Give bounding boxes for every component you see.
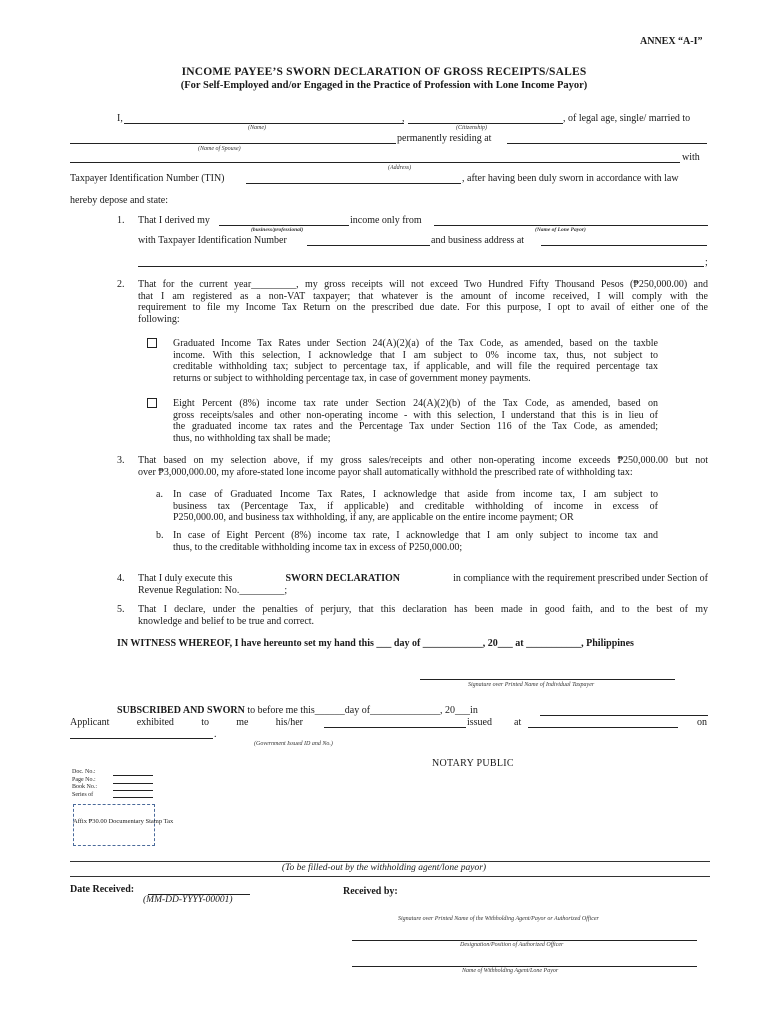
book-no-line[interactable] [113, 790, 153, 791]
documentary-stamp-text: Affix ₱30.00 Documentary Stamp Tax [73, 818, 174, 825]
option-graduated-text: Graduated Income Tax Rates under Section 24(A)(2)(a) of the Tax Code, as amended, based on the taxble income. With this selection, I acknowledge that I am subject to 0% income tax, thus, not subject to creditable withholding tax; subject to percentage tax, if applicable, and will file the required percentage tax returns or subject to withholding percentage tax, in case of government money payments. [173, 338, 658, 384]
citizenship-caption: (Citizenship) [456, 125, 487, 131]
item4-regulation: Revenue Regulation: No._________; [138, 585, 288, 596]
citizenship-line[interactable] [408, 123, 563, 124]
business-address-line[interactable] [541, 245, 707, 246]
eight-percent-checkbox[interactable] [147, 398, 157, 408]
series-line[interactable] [113, 797, 153, 798]
with-text: with [682, 152, 700, 163]
subscribed-line: SUBSCRIBED AND SWORN to before me this______day of______________, 20___in [117, 705, 478, 716]
sworn-text: , after having been duly sworn in accordance with law [462, 173, 679, 184]
place-line[interactable] [540, 715, 708, 716]
item2-paragraph: That for the current year_________, my gross receipts will not exceed Two Hundred Fifty Thousand Pesos (₱250,000.00) and that I am registered as a non-VAT taxpayer; that whatever is the amount of income received, I will comply with the requirement to file my Income Tax Return on the prescribed due date. For this purpose, I opt to avail of either one of the following: [138, 279, 708, 325]
business-caption: (business/professional) [251, 227, 304, 233]
intro-i: I, [117, 113, 123, 124]
option-eight-percent-text: Eight Percent (8%) income tax rate under Section 24(A)(2)(b) of the Tax Code, as amended, based on gross receipts/sales and other non-operating income - with this selection, I understand that this is in lieu of the graduated income tax rates and the Percentage Tax under Section 116 of the Tax Code, as amended; thus, no withholding tax shall be made; [173, 398, 658, 444]
item1-text-a: That I derived my [138, 215, 210, 226]
annex-label: ANNEX “A-I” [640, 36, 703, 47]
item2-number: 2. [117, 279, 125, 290]
government-id-line[interactable] [324, 727, 466, 728]
designation-line[interactable] [352, 940, 697, 941]
name-line[interactable] [124, 123, 404, 124]
residence-line[interactable] [507, 143, 707, 144]
item5-number: 5. [117, 604, 125, 615]
name-caption: (Name) [248, 125, 266, 131]
item1-number: 1. [117, 215, 125, 226]
page-no-line[interactable] [113, 783, 153, 784]
agent-name-caption: Name of Withholding Agent/Lone Payor [462, 968, 559, 974]
agent-signature-caption: Signature over Printed Name of the Withholding Agent/Payor or Authorized Officer [398, 916, 599, 922]
lone-payor-line[interactable] [434, 225, 708, 226]
tin-label: Taxpayer Identification Number (TIN) [70, 173, 225, 184]
legal-age-text: , of legal age, single/ married to [563, 113, 691, 124]
notary-public: NOTARY PUBLIC [432, 758, 514, 769]
doc-no-line[interactable] [113, 775, 153, 776]
graduated-rate-checkbox[interactable] [147, 338, 157, 348]
document-subtitle: (For Self-Employed and/or Engaged in the Practice of Profession with Lone Income Payor) [180, 80, 588, 91]
issued-date-line[interactable] [70, 738, 213, 739]
date-received-label: Date Received: [70, 884, 135, 895]
payor-caption: (Name of Lone Payor) [535, 227, 586, 233]
section-divider-top [70, 861, 710, 862]
item1-text-d: and business address at [431, 235, 525, 246]
witness-line: IN WITNESS WHEREOF, I have hereunto set my hand this ___ day of ____________, 20___ at ___________, Philippines [117, 638, 634, 649]
address-caption: (Address) [388, 165, 412, 171]
filled-by-note: (To be filled-out by the withholding agent/lone payor) [281, 863, 487, 873]
item3a-text: In case of Graduated Income Tax Rates, I acknowledge that aside from income tax, I am subject to business tax (Percentage Tax, if applicable) and creditable withholding of income in excess of P250,000.00, and business tax withholding, if any, are applicable on the entire income payment; OR [173, 489, 658, 523]
documentary-stamp-box [73, 804, 155, 846]
residing-text: permanently residing at [397, 133, 492, 144]
item1-text-b: income only from [350, 215, 422, 226]
agent-name-line[interactable] [352, 966, 697, 967]
item3b-text: In case of Eight Percent (8%) income tax rate, I acknowledge that I am only subject to income tax and thus, to the creditable withholding income tax in excess of P250,000.00; [173, 530, 658, 553]
individual-signature-line[interactable] [420, 679, 675, 680]
issued-place-line[interactable] [528, 727, 678, 728]
item1-text-c: with Taxpayer Identification Number [138, 235, 287, 246]
spouse-line[interactable] [70, 143, 396, 144]
item3-number: 3. [117, 455, 125, 466]
spouse-caption: (Name of Spouse) [198, 146, 241, 152]
applicant-line: Applicant exhibited to me his/her [70, 717, 303, 728]
section-divider-bottom [70, 876, 710, 877]
date-format-hint: (MM-DD-YYYY-00001) [143, 895, 233, 905]
tin-line[interactable] [246, 183, 461, 184]
business-line[interactable] [219, 225, 349, 226]
document-title: INCOME PAYEE’S SWORN DECLARATION OF GROSS RECEIPTS/SALES [181, 66, 587, 78]
government-id-caption: (Government Issued ID and No.) [254, 741, 333, 747]
item4-number: 4. [117, 573, 125, 584]
item3a-label: a. [156, 489, 163, 500]
depose-text: hereby depose and state: [70, 195, 169, 206]
item3-paragraph: That based on my selection above, if my gross sales/receipts and other non-operating income exceeds ₱250,000.00 but not over ₱3,000,000.00, my afore-stated lone income payor shall automatically withhold the prescribed rate of withholding tax: [138, 455, 708, 478]
received-by-label: Received by: [343, 886, 398, 897]
item4-line: That I duly execute this SWORN DECLARATION in compliance with the requirement prescribed under Section of [138, 573, 708, 584]
business-address-line-2[interactable] [138, 266, 704, 267]
item5-paragraph: That I declare, under the penalties of perjury, that this declaration has been made in good faith, and to the best of my knowledge and belief to be true and correct. [138, 604, 708, 627]
address-line[interactable] [70, 162, 680, 163]
individual-signature-caption: Signature over Printed Name of Individual Taxpayer [468, 682, 595, 688]
item3b-label: b. [156, 530, 164, 541]
doc-fields: Doc. No.: Page No.: Book No.: Series of [72, 769, 98, 798]
designation-caption: Designation/Position of Authorized Officer [460, 942, 564, 948]
payor-tin-line[interactable] [307, 245, 430, 246]
